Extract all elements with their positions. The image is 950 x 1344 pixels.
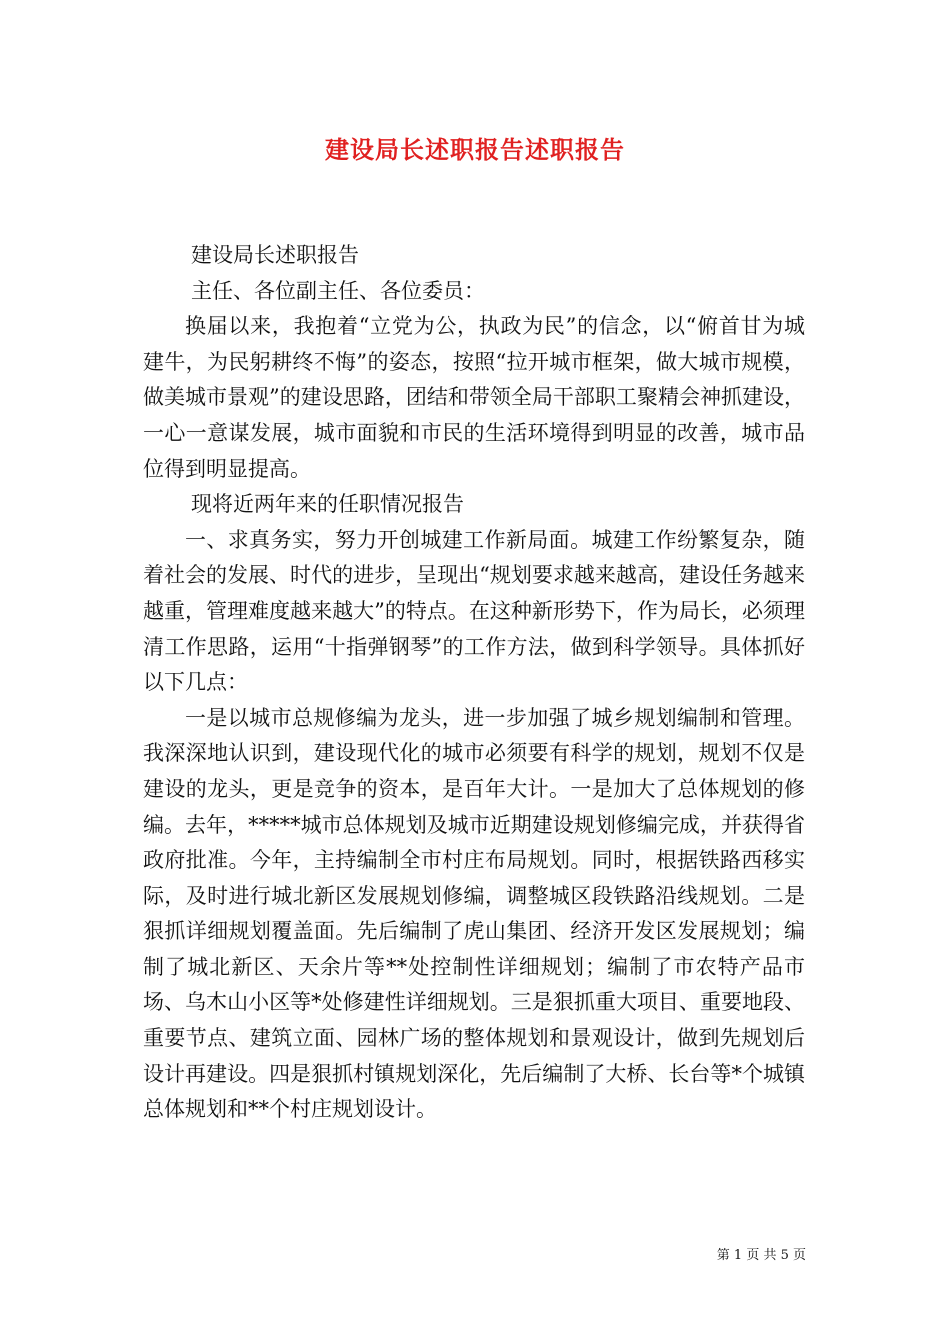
document-title: 建设局长述职报告述职报告: [325, 135, 625, 164]
paragraph-section-one: 一、求真务实，努力开创城建工作新局面。城建工作纷繁复杂，随着社会的发展、时代的进步，呈现出“规划要求越来越高，建设任务越来越重，管理难度越来越大”的特点。在这种新形势下，作为局长，必须理清工作思路，运用“十指弹钢琴”的工作方法，做到科学领导。具体抓好以下几点：: [143, 527, 805, 695]
paragraph-intro: 换届以来，我抱着“立党为公，执政为民”的信念，以“俯首甘为城建牛，为民躬耕终不悔”的姿态，按照“拉开城市框架，做大城市规模，做美城市景观”的建设思路，团结和带领全局干部职工聚精会神抓建设，一心一意谋发展，城市面貌和市民的生活环境得到明显的改善，城市品位得到明显提高。: [143, 314, 805, 481]
paragraph-salutation: 主任、各位副主任、各位委员：: [191, 278, 485, 303]
paragraph-report-lead: 现将近两年来的任职情况报告: [191, 492, 464, 517]
document-body: [143, 238, 805, 1128]
paragraph-planning: 一是以城市总规修编为龙头，进一步加强了城乡规划编制和管理。我深深地认识到，建设现代化的城市必须要有科学的规划，规划不仅是建设的龙头，更是竞争的资本，是百年大计。一是加大了总体规划的修编。去年，*****城市总体规划及城市近期建设规划修编完成，并获得省政府批准。今年，主持编制全市村庄布局规划。同时，根据铁路西移实际，及时进行城北新区发展规划修编，调整城区段铁路沿线规划。二是狠抓详细规划覆盖面。先后编制了虎山集团、经济开发区发展规划；编制了城北新区、天余片等**处控制性详细规划；编制了市农特产品市场、乌木山小区等*处修建性详细规划。三是狠抓重大项目、重要地段、重要节点、建筑立面、园林广场的整体规划和景观设计，做到先规划后设计再建设。四是狠抓村镇规划深化，先后编制了大桥、长台等*个城镇总体规划和**个村庄规划设计。: [143, 705, 805, 1122]
paragraph-heading: 建设局长述职报告: [191, 243, 359, 267]
page-number: 第 1 页 共 5 页: [716, 1248, 806, 1263]
